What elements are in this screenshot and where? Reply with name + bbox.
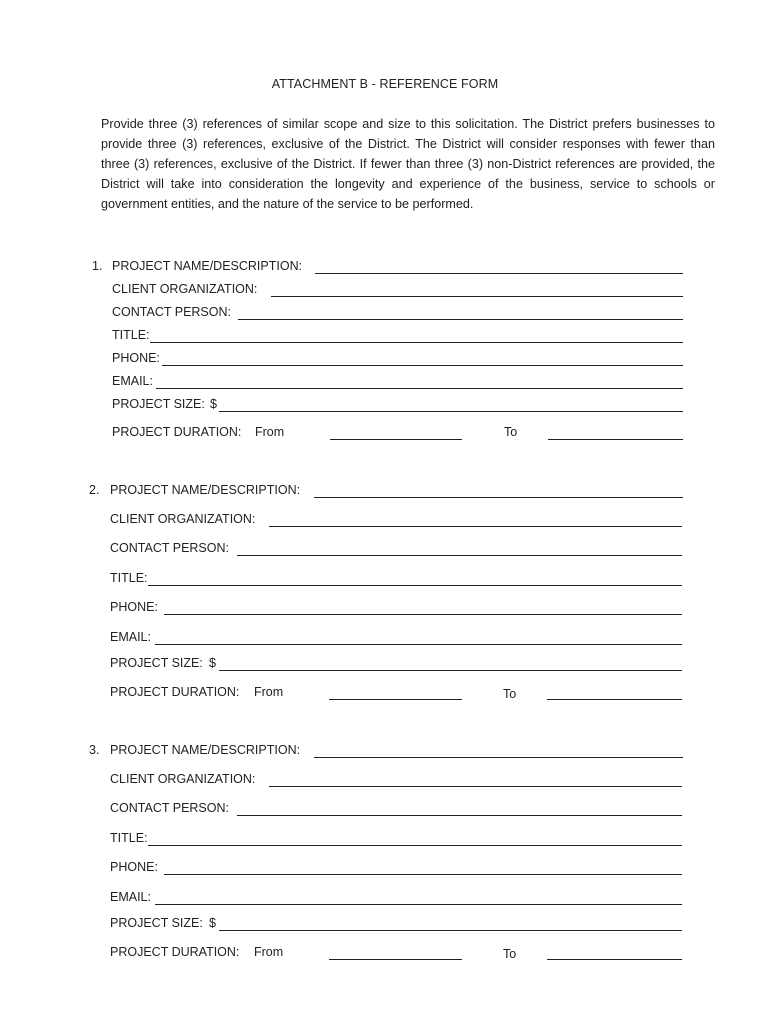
project-duration-label: PROJECT DURATION: <box>110 945 240 959</box>
project-name-field[interactable] <box>314 497 683 498</box>
title-field[interactable] <box>150 342 683 343</box>
client-organization-field[interactable] <box>269 786 682 787</box>
instructions-paragraph: Provide three (3) references of similar scope and size to this solicitation. The District prefers businesses to provide three (3) references, exclusive of the District. The District will consider responses with fewer than three (3) references, exclusive of the District. If fewer than three (3) non-District references are provided, the District will take into consideration the longevity and experience of the business, service to schools or government entities, and the nature of the service to be performed. <box>101 117 715 212</box>
phone-field[interactable] <box>164 874 682 875</box>
project-duration-label: PROJECT DURATION: <box>110 685 240 699</box>
email-field[interactable] <box>155 644 682 645</box>
duration-from-field[interactable] <box>329 959 462 960</box>
project-size-field[interactable] <box>219 411 683 412</box>
email-label: EMAIL: <box>110 630 151 644</box>
phone-label: PHONE: <box>112 351 160 365</box>
duration-to-field[interactable] <box>547 699 682 700</box>
email-field[interactable] <box>155 904 682 905</box>
client-organization-field[interactable] <box>269 526 682 527</box>
page-title: ATTACHMENT B - REFERENCE FORM <box>271 77 499 91</box>
contact-person-label: CONTACT PERSON: <box>110 541 229 555</box>
contact-person-field[interactable] <box>237 555 682 556</box>
contact-person-field[interactable] <box>237 815 682 816</box>
from-label: From <box>255 425 285 439</box>
title-label: TITLE: <box>110 831 148 845</box>
title-field[interactable] <box>148 845 682 846</box>
phone-field[interactable] <box>162 365 683 366</box>
project-name-field[interactable] <box>314 757 683 758</box>
dollar-sign: $ <box>209 656 216 670</box>
contact-person-field[interactable] <box>238 319 683 320</box>
project-size-label: PROJECT SIZE: <box>110 656 203 670</box>
project-name-label: PROJECT NAME/DESCRIPTION: <box>112 259 303 273</box>
project-size-label: PROJECT SIZE: <box>112 397 205 411</box>
title-label: TITLE: <box>110 571 148 585</box>
from-label: From <box>254 945 284 959</box>
phone-label: PHONE: <box>110 860 158 874</box>
project-duration-label: PROJECT DURATION: <box>112 425 242 439</box>
reference-number: 1. <box>92 259 103 273</box>
duration-from-field[interactable] <box>330 439 462 440</box>
client-organization-label: CLIENT ORGANIZATION: <box>110 772 256 786</box>
reference-number: 3. <box>89 743 100 757</box>
client-organization-label: CLIENT ORGANIZATION: <box>110 512 256 526</box>
to-label: To <box>503 687 517 701</box>
email-label: EMAIL: <box>112 374 153 388</box>
project-size-label: PROJECT SIZE: <box>110 916 203 930</box>
phone-field[interactable] <box>164 614 682 615</box>
phone-label: PHONE: <box>110 600 158 614</box>
title-label: TITLE: <box>112 328 150 342</box>
email-field[interactable] <box>156 388 683 389</box>
reference-number: 2. <box>89 483 100 497</box>
client-organization-field[interactable] <box>271 296 683 297</box>
duration-to-field[interactable] <box>548 439 683 440</box>
project-name-label: PROJECT NAME/DESCRIPTION: <box>110 483 301 497</box>
from-label: From <box>254 685 284 699</box>
title-field[interactable] <box>148 585 682 586</box>
to-label: To <box>504 425 518 439</box>
dollar-sign: $ <box>210 397 217 411</box>
project-name-label: PROJECT NAME/DESCRIPTION: <box>110 743 301 757</box>
to-label: To <box>503 947 517 961</box>
duration-to-field[interactable] <box>547 959 682 960</box>
email-label: EMAIL: <box>110 890 151 904</box>
contact-person-label: CONTACT PERSON: <box>110 801 229 815</box>
project-size-field[interactable] <box>219 670 682 671</box>
project-size-field[interactable] <box>219 930 682 931</box>
contact-person-label: CONTACT PERSON: <box>112 305 231 319</box>
dollar-sign: $ <box>209 916 216 930</box>
client-organization-label: CLIENT ORGANIZATION: <box>112 282 258 296</box>
duration-from-field[interactable] <box>329 699 462 700</box>
project-name-field[interactable] <box>315 273 683 274</box>
